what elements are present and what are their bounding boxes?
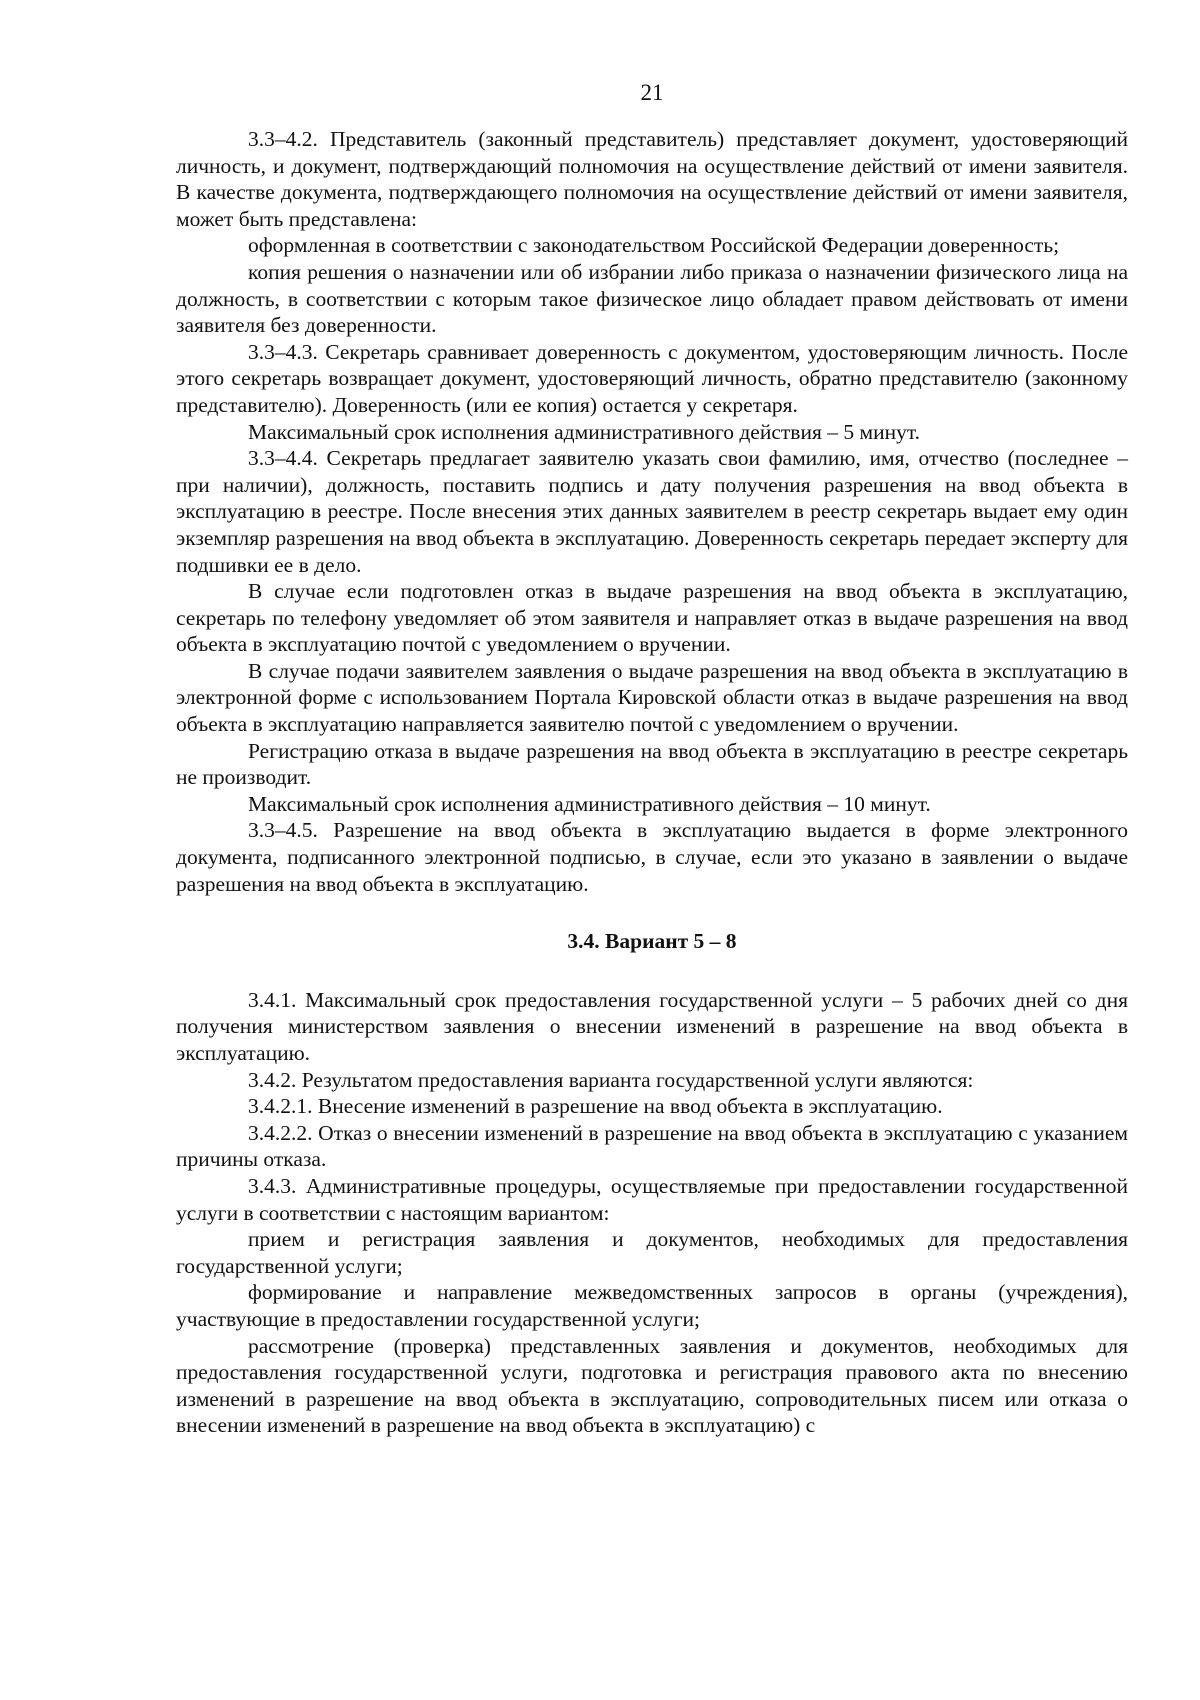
section-3-4	[176, 987, 1128, 1439]
paragraph: 3.4.2. Результатом предоставления варианта государственной услуги являются:	[248, 1067, 974, 1092]
paragraph: копия решения о назначении или об избрании либо приказа о назначении физического лица на должность, в соответствии с которым такое физическое лицо обладает правом действовать от имени заявителя без доверенности.	[176, 259, 1128, 338]
paragraph: формирование и направление межведомственных запросов в органы (учреждения), участвующие в предоставлении государственной услуги;	[176, 1280, 1128, 1331]
paragraph: Регистрацию отказа в выдаче разрешения на ввод объекта в эксплуатацию в реестре секретарь не производит.	[176, 738, 1128, 790]
paragraph: 3.4.1. Максимальный срок предоставления государственной услуги – 5 рабочих дней со дня получения министерством заявления о внесении изменений в разрешение на ввод объекта в эксплуатацию.	[176, 987, 1128, 1065]
paragraph: 3.4.2.1. Внесение изменений в разрешение на ввод объекта в эксплуатацию.	[248, 1094, 943, 1119]
paragraph: 3.3–4.2. Представитель (законный представитель) представляет документ, удостоверяющий личность, и документ, подтверждающий полномочия на осуществление действий от имени заявителя. В качестве документа, подтверждающего полномочия на осуществление действий от имени заявителя, может быть представлена:	[176, 127, 1128, 231]
paragraph: прием и регистрация заявления и документов, необходимых для предоставления государственной услуги;	[176, 1227, 1128, 1278]
document-page	[176, 78, 1128, 1439]
paragraph: 3.3–4.3. Секретарь сравнивает доверенность с документом, удостоверяющим личность. После этого секретарь возвращает документ, удостоверяющий личность, обратно представителю (законному представителю). Доверенность (или ее копия) остается у секретаря.	[176, 339, 1128, 417]
paragraph: В случае если подготовлен отказ в выдаче разрешения на ввод объекта в эксплуатацию, секретарь по телефону уведомляет об этом заявителя и направляет отказ в выдаче разрешения на ввод объекта в эксплуатацию почтой с уведомлением о вручении.	[176, 579, 1128, 657]
paragraph: 3.3–4.5. Разрешение на ввод объекта в эксплуатацию выдается в форме электронного документа, подписанного электронной подписью, в случае, если это указано в заявлении о выдаче разрешения на ввод объекта в эксплуатацию.	[176, 818, 1128, 896]
paragraph: оформленная в соответствии с законодательством Российской Федерации доверенность;	[248, 233, 1060, 258]
section-3-3-continuation	[176, 126, 1128, 897]
paragraph: В случае подачи заявителем заявления о выдаче разрешения на ввод объекта в эксплуатацию в электронной форме с использованием Портала Кировской области отказ в выдаче разрешения на ввод объекта в эксплуатацию направляется заявителю почтой с уведомлением о вручении.	[176, 658, 1128, 737]
paragraph: 3.3–4.4. Секретарь предлагает заявителю указать свои фамилию, имя, отчество (последнее – при наличии), должность, поставить подпись и дату получения разрешения на ввод объекта в эксплуатацию в реестре. После внесения этих данных заявителем в реестр секретарь выдает ему один экземпляр разрешения на ввод объекта в эксплуатацию. Доверенность секретарь передает эксперту для подшивки ее в дело.	[176, 446, 1128, 577]
paragraph: рассмотрение (проверка) представленных заявления и документов, необходимых для предоставления государственной услуги, подготовка и регистрация правового акта по внесению изменений в разрешение на ввод объекта в эксплуатацию, сопроводительных писем или отказа о внесении изменений в разрешение на ввод объекта в эксплуатацию) с	[176, 1333, 1128, 1438]
page-number: 21	[640, 80, 664, 105]
paragraph: Максимальный срок исполнения административного действия – 10 минут.	[248, 791, 931, 816]
paragraph: Максимальный срок исполнения административного действия – 5 минут.	[248, 419, 920, 444]
paragraph: 3.4.3. Административные процедуры, осуществляемые при предоставлении государственной услуги в соответствии с настоящим вариантом:	[176, 1173, 1128, 1225]
section-heading: 3.4. Вариант 5 – 8	[567, 929, 737, 954]
paragraph: 3.4.2.2. Отказ о внесении изменений в разрешение на ввод объекта в эксплуатацию с указанием причины отказа.	[176, 1120, 1128, 1172]
